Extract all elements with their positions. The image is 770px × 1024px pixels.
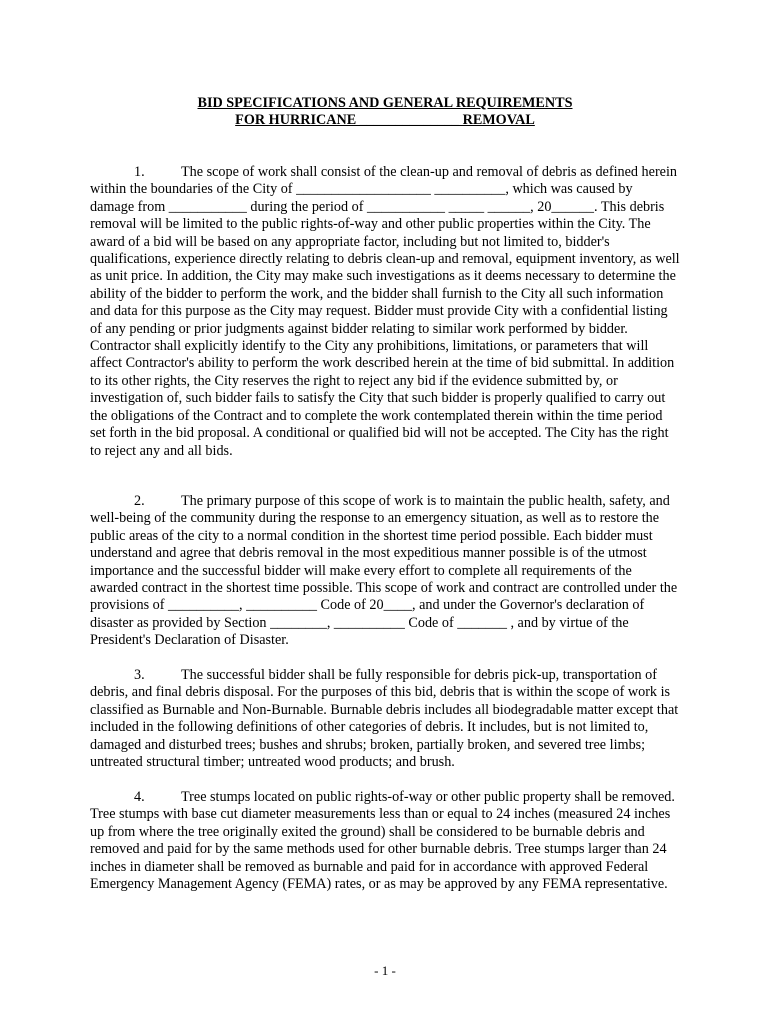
paragraph-1 [90,164,680,460]
paragraph-4 [90,789,680,893]
paragraph-text: The successful bidder shall be fully responsible for debris pick-up, transportation of debris, and final debris disposal. For the purposes of this bid, debris that is within the scope of work is classified as Burnable and Non-Burnable. Burnable debris includes all biodegradable matter except that included in the following definitions of other categories of debris. It includes, but is not limited to, damaged and disturbed trees; bushes and shrubs; broken, partially broken, and severed tree limbs; untreated structural timber; untreated wood products; and brush. [90,667,679,771]
paragraph-number: 1. [134,164,145,180]
document-title-line-2: FOR HURRICANE ______________ REMOVAL [235,112,535,128]
paragraph-text: Tree stumps located on public rights-of-way or other public property shall be removed. Tree stumps with base cut diameter measurements less than or equal to 24 inches (measured 24 inches up from where the tree originally exited the ground) shall be considered to be burnable debris and removed and paid for by the same methods used for other burnable debris. Tree stumps larger than 24 inches in diameter shall be removed as burnable and paid for in accordance with approved Federal Emergency Management Agency (FEMA) rates, or as may be approved by any FEMA representative. [90,789,675,893]
paragraph-text: The primary purpose of this scope of work is to maintain the public health, safety, and well-being of the community during the response to an emergency situation, as well as to restore the public areas of the city to a normal condition in the shortest time period possible. Each bidder must understand and agree that debris removal in the most expeditious manner possible is of the utmost importance and the successful bidder will make every effort to complete all requirements of the awarded contract in the shortest time possible. This scope of work and contract are controlled under the provisions of __________, __________ Code of 20____, and under the Governor's declaration of disaster as provided by Section ________, __________ Code of _______ , and by virtue of the President's Declaration of Disaster. [90,493,678,649]
paragraph-number: 2. [134,493,145,509]
paragraph-number: 4. [134,789,145,805]
paragraph-text: The scope of work shall consist of the clean-up and removal of debris as defined herein within the boundaries of the City of ___________________ __________, which was caused by damage from ___________ during the period of ___________ _____ ______, 20______. This debris removal will be limited to the public rights-of-way and other public properties within the City. The award of a bid will be based on any appropriate factor, including but not limited to, bidder's qualifications, experience directly relating to debris clean-up and removal, equipment inventory, as well as unit price. In addition, the City may make such investigations as it deems necessary to determine the ability of the bidder to perform the work, and the bidder shall furnish to the City all such information and data for this purpose as the City may request. Bidder must provide City with a confidential listing of any pending or prior judgments against bidder relating to similar work performed by bidder. Contractor shall explicitly identify to the City any prohibitions, limitations, or parameters that will affect Contractor's ability to perform the work described herein at the time of bid submittal. In addition to its other rights, the City reserves the right to reject any bid if the evidence submitted by, or investigation of, such bidder fails to satisfy the City that such bidder is properly qualified to carry out the obligations of the Contract and to complete the work contemplated therein within the time period set forth in the bid proposal. A conditional or qualified bid will not be accepted. The City has the right to reject any and all bids. [90,164,680,459]
paragraph-number: 3. [134,667,145,683]
page-number: - 1 - [374,963,396,978]
document-title-line-1: BID SPECIFICATIONS AND GENERAL REQUIREMENTS [197,95,573,111]
paragraph-3 [90,667,680,771]
paragraph-2 [90,493,680,650]
